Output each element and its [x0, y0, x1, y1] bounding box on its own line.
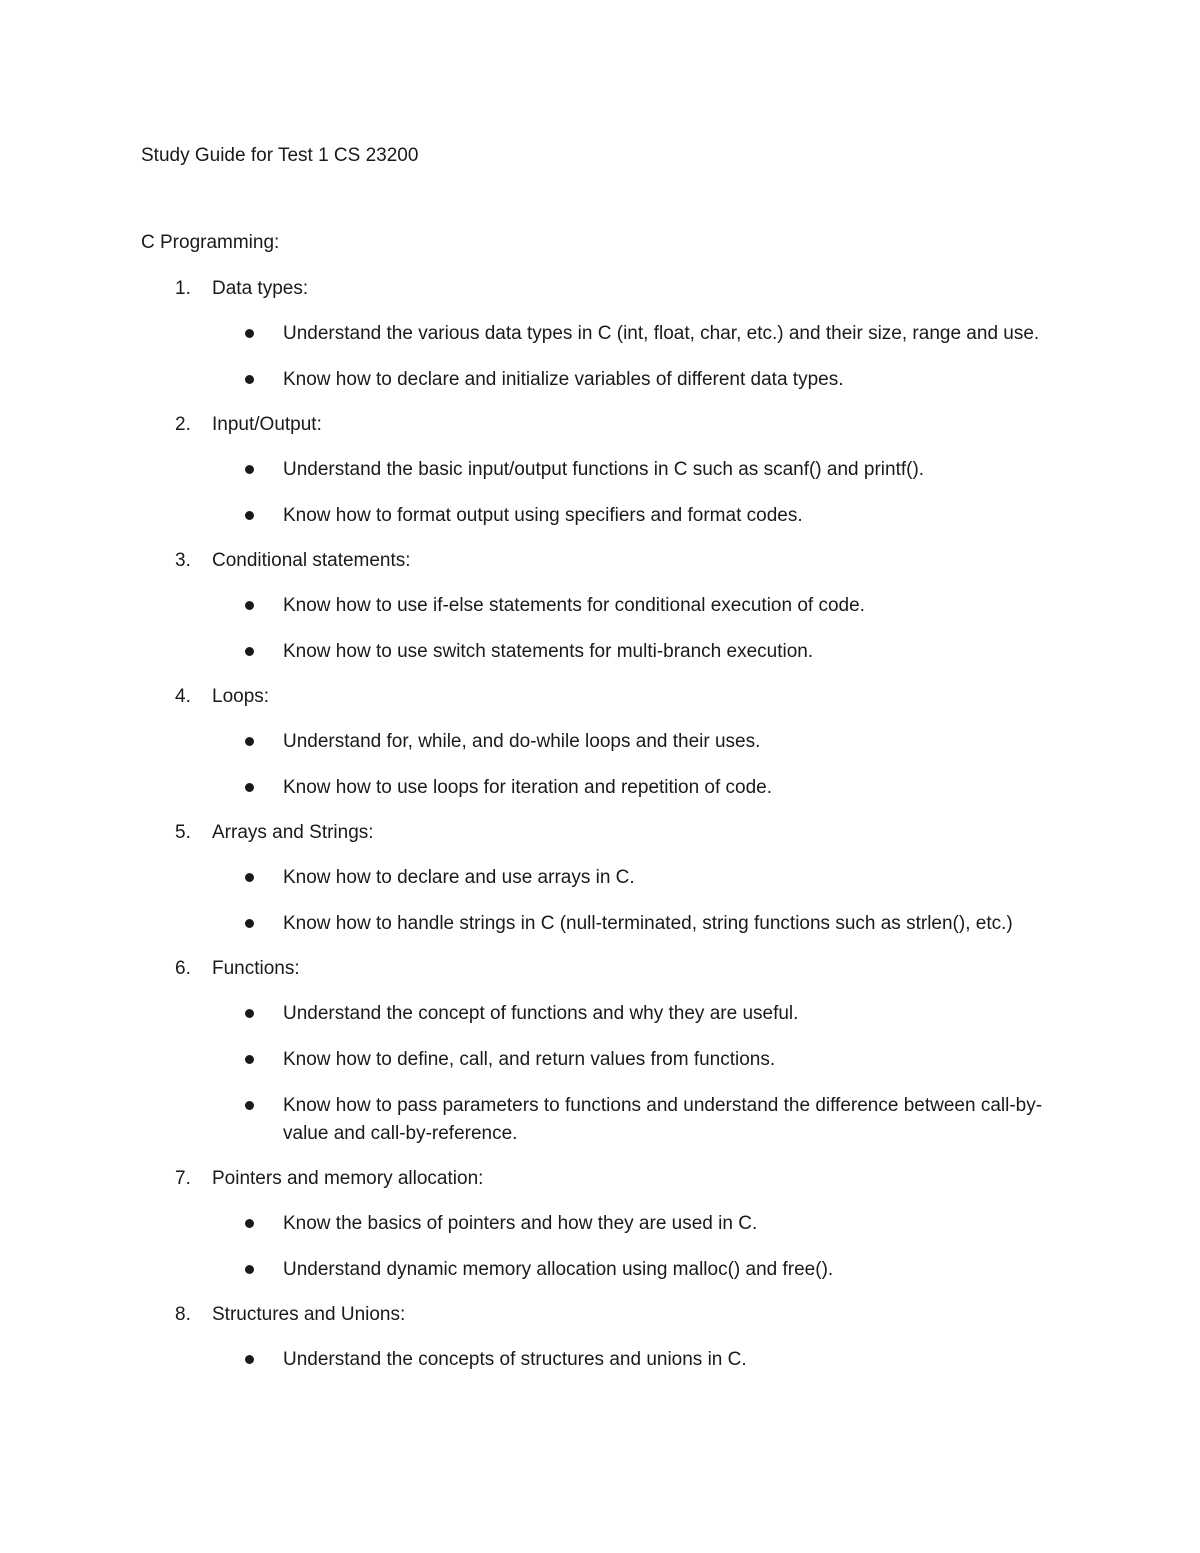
topic-item-4 [0, 684, 1200, 802]
bullet-item [0, 1092, 1200, 1148]
bullet-dot-icon [245, 1219, 254, 1228]
bullet-dot-icon [245, 375, 254, 384]
bullet-item [0, 592, 1200, 620]
bullet-dot-icon [245, 737, 254, 746]
topic-heading [0, 956, 1200, 982]
bullet-item [0, 1046, 1200, 1074]
topic-heading [0, 548, 1200, 574]
topic-label: Functions: [212, 958, 300, 979]
bullet-text: Know how to use if-else statements for conditional execution of code. [283, 595, 865, 616]
bullet-text: Understand the various data types in C (int, float, char, etc.) and their size, range and use. [283, 323, 1040, 344]
topic-item-5 [0, 820, 1200, 938]
bullet-dot-icon [245, 919, 254, 928]
topic-heading [0, 1302, 1200, 1328]
topic-number: 3. [175, 550, 191, 571]
topic-item-8 [0, 1302, 1200, 1374]
bullet-dot-icon [245, 511, 254, 520]
bullet-list [0, 728, 1200, 802]
bullet-list [0, 592, 1200, 666]
bullet-text: Know how to use switch statements for multi-branch execution. [283, 641, 814, 662]
bullet-item [0, 502, 1200, 530]
bullet-item [0, 774, 1200, 802]
topic-number: 6. [175, 958, 191, 979]
bullet-text: Understand dynamic memory allocation using malloc() and free(). [283, 1259, 834, 1280]
bullet-item [0, 864, 1200, 892]
bullet-text: Know how to define, call, and return values from functions. [283, 1049, 776, 1070]
bullet-dot-icon [245, 647, 254, 656]
bullet-item [0, 1210, 1200, 1238]
topic-heading [0, 1166, 1200, 1192]
topic-label: Data types: [212, 278, 309, 299]
bullet-item [0, 320, 1200, 348]
bullet-item [0, 456, 1200, 484]
bullet-text: Understand for, while, and do-while loops and their uses. [283, 731, 761, 752]
bullet-item [0, 638, 1200, 666]
bullet-text: Understand the concepts of structures and unions in C. [283, 1349, 747, 1370]
bullet-item [0, 1000, 1200, 1028]
bullet-dot-icon [245, 601, 254, 610]
bullet-list [0, 864, 1200, 938]
bullet-item [0, 366, 1200, 394]
section-title: C Programming: [141, 232, 280, 253]
bullet-text: Know how to use loops for iteration and repetition of code. [283, 777, 773, 798]
topic-item-2 [0, 412, 1200, 530]
bullet-text: Know how to declare and initialize variables of different data types. [283, 369, 844, 390]
topic-number: 5. [175, 822, 191, 843]
topic-label: Conditional statements: [212, 550, 411, 571]
bullet-dot-icon [245, 1009, 254, 1018]
topic-label: Arrays and Strings: [212, 822, 374, 843]
topic-heading [0, 412, 1200, 438]
bullet-text: Understand the basic input/output functions in C such as scanf() and printf(). [283, 459, 925, 480]
bullet-item [0, 1346, 1200, 1374]
bullet-text: Know the basics of pointers and how they are used in C. [283, 1213, 758, 1234]
bullet-list [0, 1210, 1200, 1284]
topic-label: Loops: [212, 686, 270, 707]
bullet-dot-icon [245, 1101, 254, 1110]
bullet-list [0, 320, 1200, 394]
bullet-dot-icon [245, 873, 254, 882]
bullet-dot-icon [245, 1055, 254, 1064]
bullet-item [0, 1256, 1200, 1284]
topic-number: 7. [175, 1168, 191, 1189]
topic-heading [0, 276, 1200, 302]
bullet-text: Know how to declare and use arrays in C. [283, 867, 635, 888]
topic-label: Pointers and memory allocation: [212, 1168, 484, 1189]
topic-number: 2. [175, 414, 191, 435]
bullet-dot-icon [245, 783, 254, 792]
bullet-dot-icon [245, 329, 254, 338]
topic-heading [0, 684, 1200, 710]
document-title: Study Guide for Test 1 CS 23200 [141, 145, 419, 166]
bullet-item [0, 910, 1200, 938]
topic-item-6 [0, 956, 1200, 1148]
topic-item-7 [0, 1166, 1200, 1284]
topic-heading [0, 820, 1200, 846]
topic-label: Structures and Unions: [212, 1304, 406, 1325]
bullet-list [0, 1000, 1200, 1148]
bullet-text: Know how to pass parameters to functions and understand the difference between call-by-value and call-by-reference. [283, 1095, 1043, 1144]
topic-number: 1. [175, 278, 191, 299]
bullet-list [0, 456, 1200, 530]
bullet-dot-icon [245, 1265, 254, 1274]
topic-item-3 [0, 548, 1200, 666]
bullet-text: Know how to handle strings in C (null-terminated, string functions such as strlen(), etc.) [283, 913, 1013, 934]
bullet-item [0, 728, 1200, 756]
topic-list [0, 276, 1200, 1374]
bullet-text: Understand the concept of functions and why they are useful. [283, 1003, 799, 1024]
bullet-list [0, 1346, 1200, 1374]
topic-number: 8. [175, 1304, 191, 1325]
bullet-dot-icon [245, 465, 254, 474]
bullet-text: Know how to format output using specifiers and format codes. [283, 505, 803, 526]
topic-label: Input/Output: [212, 414, 322, 435]
topic-item-1 [0, 276, 1200, 394]
topic-number: 4. [175, 686, 191, 707]
bullet-dot-icon [245, 1355, 254, 1364]
